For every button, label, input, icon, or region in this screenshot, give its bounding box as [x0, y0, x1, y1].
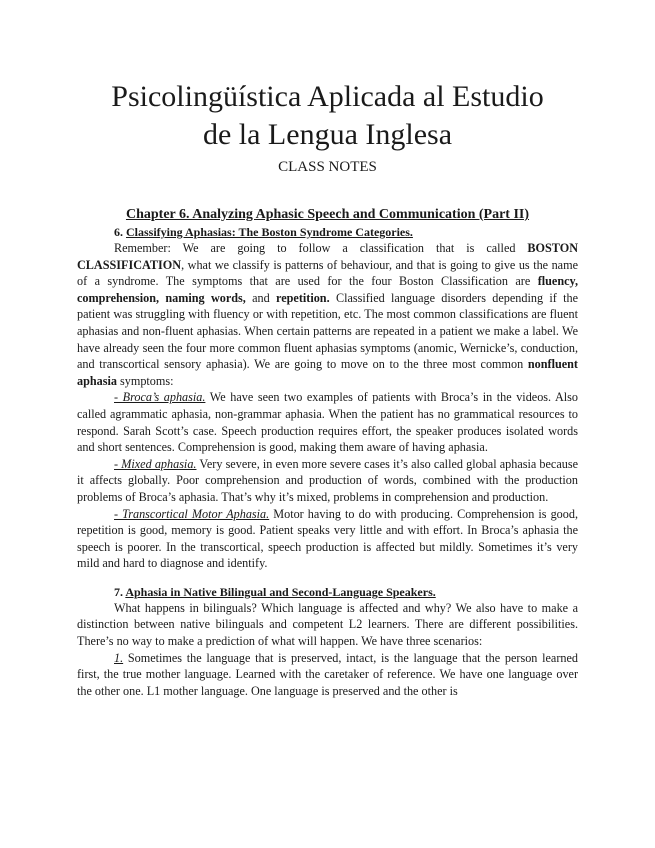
paragraph-bilinguals: What happens in bilinguals? Which language is affected and why? We also have to make a distinction between native bilinguals and competent L2 learners. There are different possibilities. There’s no way to make a prediction of what will happen. We have three scenarios: — [77, 600, 578, 649]
mixed-label: - Mixed aphasia. — [114, 456, 197, 471]
paragraph-scenario-1: 1. Sometimes the language that is preserved, intact, is the language that the person learned first, the true mother language. Learned with the caretaker of reference. We have one language over the other one. L1 mother language. One language is preserved and the other is — [77, 650, 578, 698]
paragraph-broca: - Broca’s aphasia. We have seen two examples of patients with Broca’s in the videos. Also called agrammatic aphasia, non-grammar aphasia. When the patient has no grammatical resources to respond. Sarah Scott’s case. Speech production requires effort, the speaker produces isolated words and short sentences. Comprehension is good, making them aware of having aphasia. — [77, 390, 578, 455]
section-title: Aphasia in Native Bilingual and Second-Language Speakers. — [125, 584, 436, 599]
broca-label: - Broca’s aphasia. — [114, 390, 206, 405]
scenario-1-label: 1. — [114, 650, 124, 665]
section-number: 7. — [114, 584, 123, 599]
section-6-heading — [77, 224, 578, 240]
section-title: Classifying Aphasias: The Boston Syndrome Categories. — [126, 225, 413, 239]
section-number: 6. — [114, 225, 123, 239]
chapter-heading: Chapter 6. Analyzing Aphasic Speech and Communication (Part II) — [125, 207, 530, 222]
document-page — [77, 78, 578, 699]
title-line-1: Psicolingüística Aplicada al Estudio — [111, 80, 544, 113]
section-7-heading — [77, 584, 578, 600]
transcortical-label: - Transcortical Motor Aphasia. — [114, 506, 270, 521]
paragraph-boston: Remember: We are going to follow a classification that is called BOSTON CLASSIFICATION, what we classify is patterns of behaviour, and that is going to give us the name of a syndrome. The symptoms that are used for the four Boston Classification are fluency, comprehension, naming words, and repetition. Classified language disorders depending if the patient was struggling with fluency or with repetition, etc. The most common classifications are fluent aphasias and non-fluent aphasias. When certain patterns are repeated in a patient we make a label. We have already seen the four more common fluent aphasias symptoms (anomic, Wernicke’s, conduction, and transcortical sensory aphasia). We are going to move on to the three most common nonfluent aphasia symptoms: — [77, 241, 578, 388]
document-subtitle: CLASS NOTES — [278, 159, 377, 175]
paragraph-transcortical: - Transcortical Motor Aphasia. Motor having to do with producing. Comprehension is good, repetition is good, memory is good. Patient speaks very little and with effort. In Broca’s aphasia the speech is poorer. In the transcortical, speech production is affected but mildly. Sometimes it’s very mild and hard to diagnose and identify. — [77, 506, 578, 571]
document-title — [77, 78, 578, 154]
title-line-2: de la Lengua Inglesa — [202, 118, 453, 151]
paragraph-mixed: - Mixed aphasia. Very severe, in even more severe cases it’s also called global aphasia because it affects globally. Poor comprehension and production of words, combined with the production problems of Broca’s aphasia. That’s why it’s mixed, problems in comprehension and production. — [77, 456, 579, 504]
